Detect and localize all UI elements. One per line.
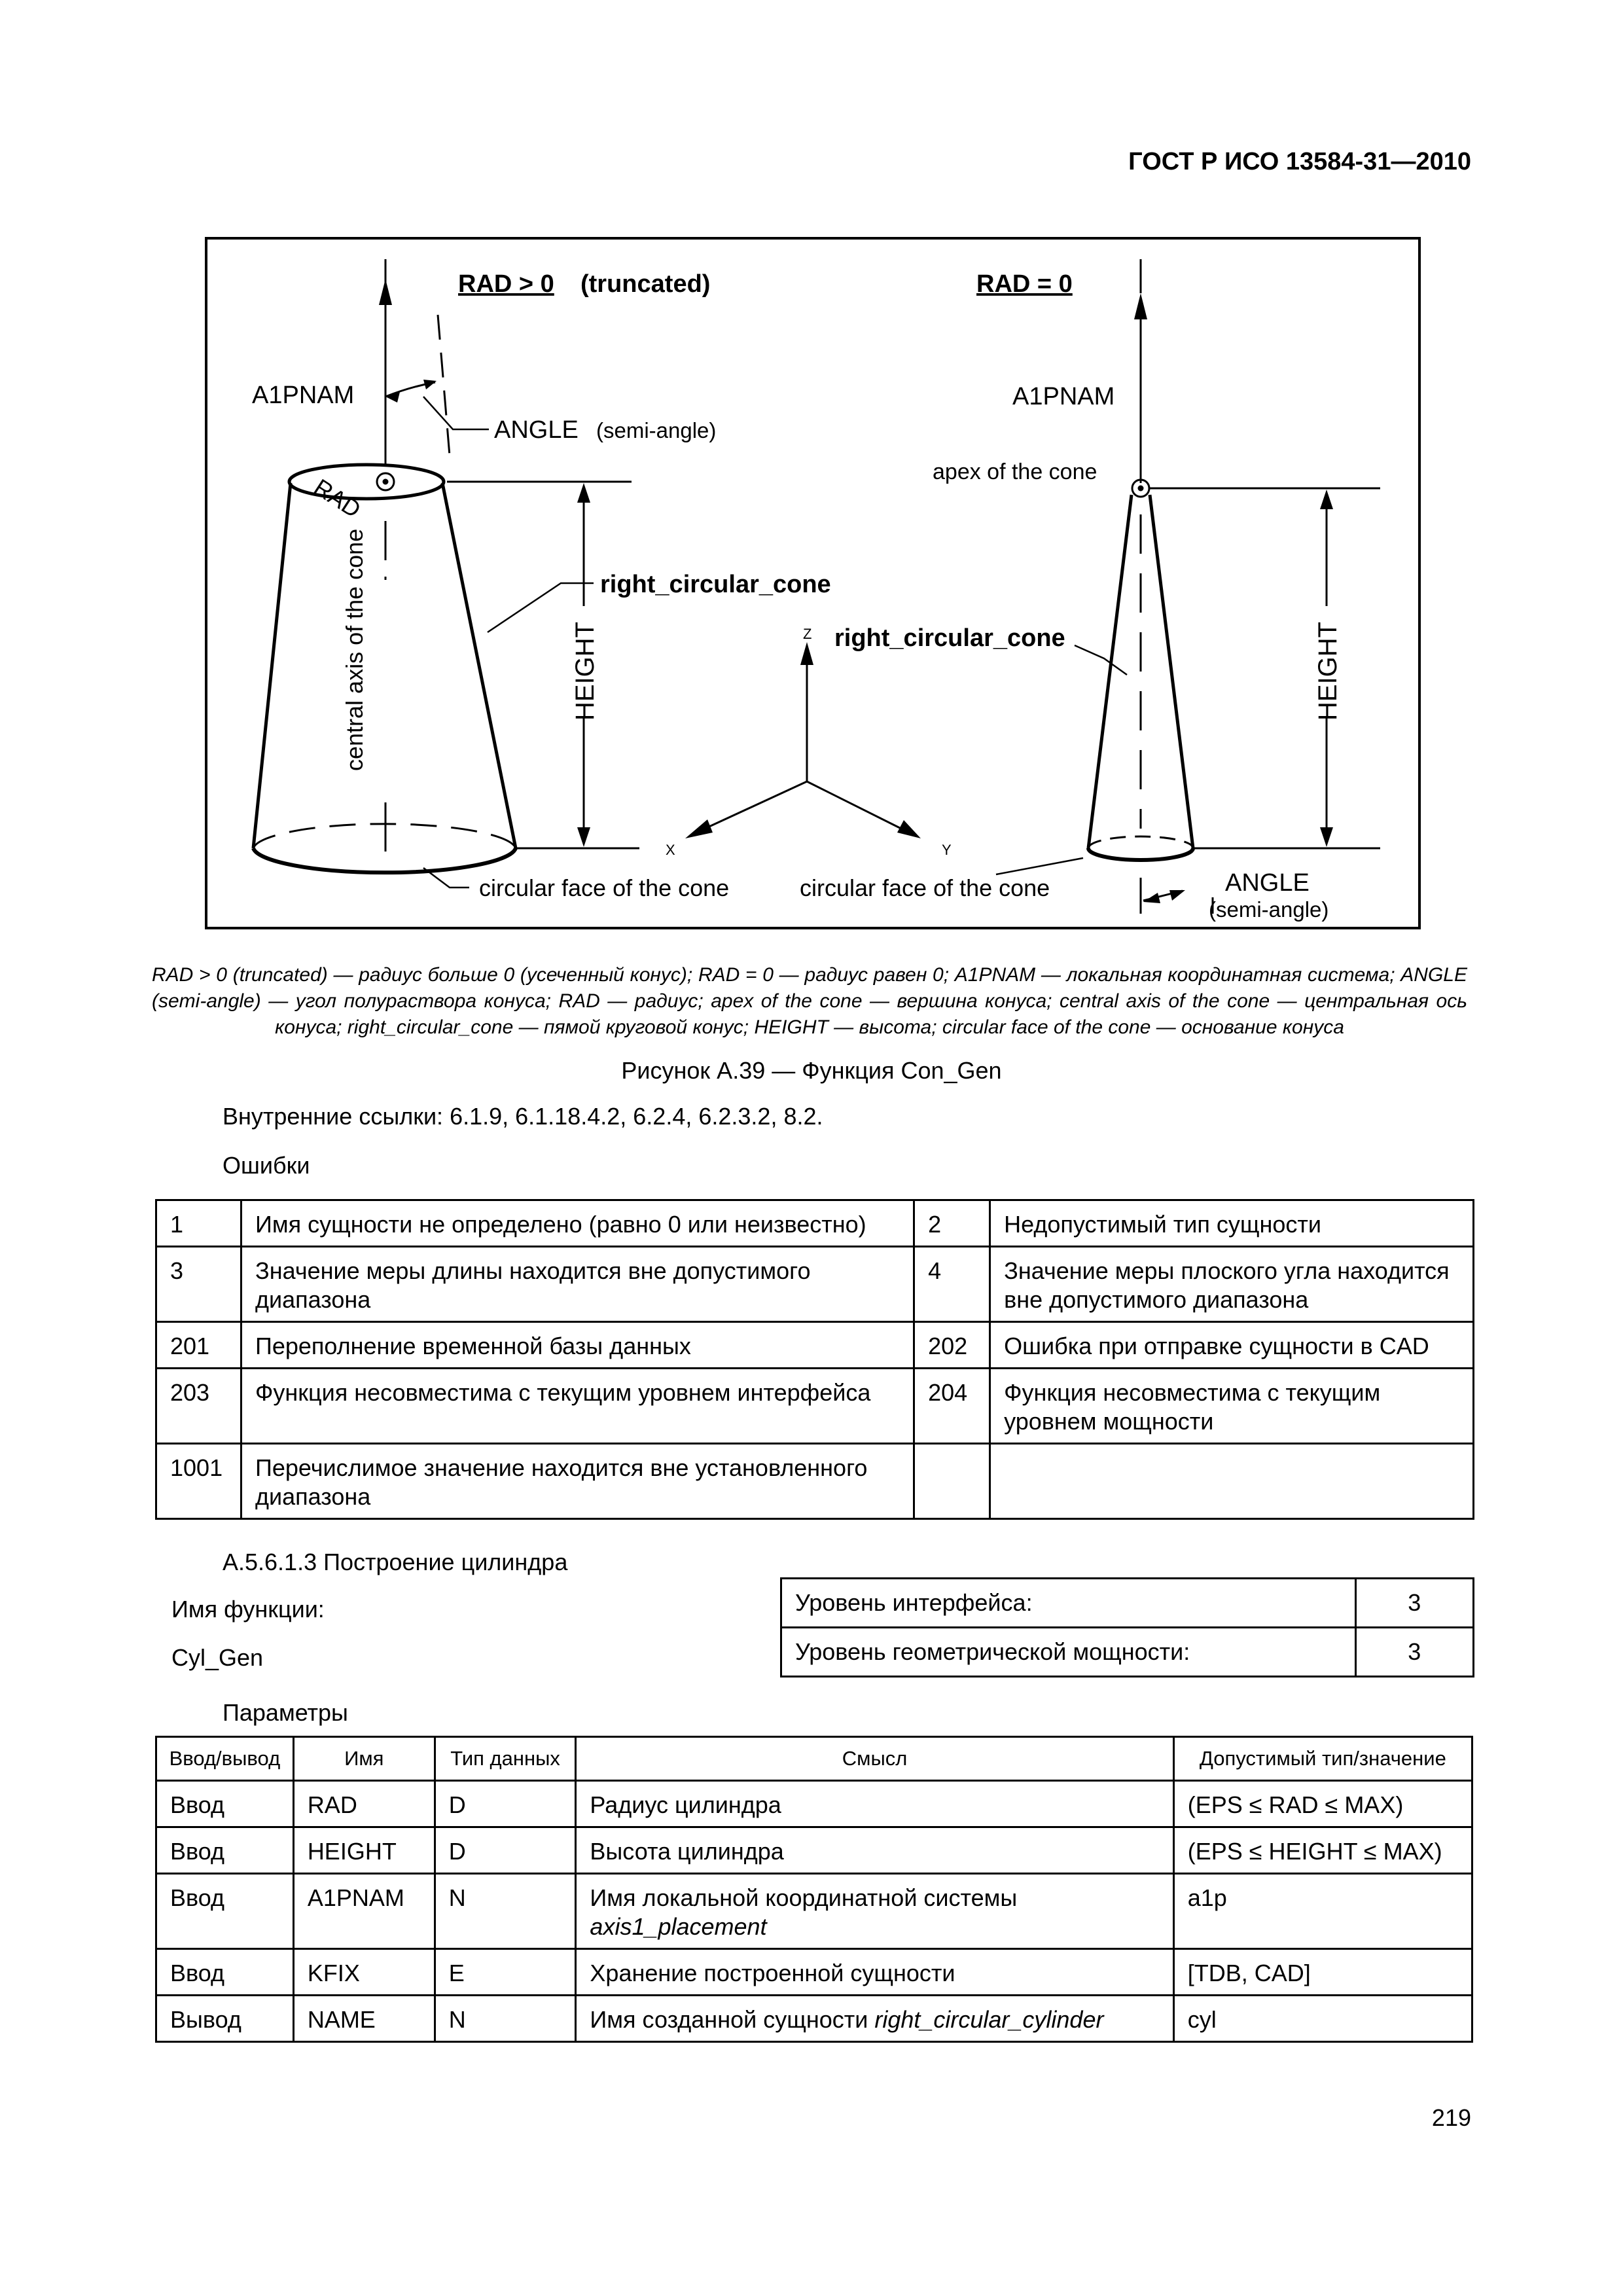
params-title: Параметры <box>223 1699 348 1726</box>
cone-diagram <box>207 240 1423 932</box>
left-title-a: RAD > 0 <box>458 270 554 298</box>
right-angle-label: ANGLE <box>1225 869 1310 897</box>
right-cone-label: right_circular_cone <box>834 624 1065 652</box>
left-title-b: (truncated) <box>580 270 711 298</box>
column-header: Имя <box>293 1737 435 1781</box>
error-text: Функция несовместима с текущим уровнем мощности <box>990 1369 1474 1444</box>
param-name: KFIX <box>293 1949 435 1996</box>
figure-caption: Рисунок А.39 — Функция Con_Gen <box>621 1057 1002 1084</box>
axis-z-label: Z <box>803 626 812 642</box>
figure-legend: RAD > 0 (truncated) — радиус больше 0 (усеченный конус); RAD = 0 — радиус равен 0; A1PNAM — локальная координатная система; ANGLE (semi-angle) — угол полураствора конуса; RAD — радиус; apex of the cone — вершина конуса; central axis of the cone — центральная ось конуса; right_circular_cone — пямой круговой конус; HEIGHT — высота; circular face of the cone — основание конуса <box>152 964 1467 1038</box>
error-code: 3 <box>156 1247 241 1322</box>
right-height-label: HEIGHT <box>1313 621 1342 721</box>
error-code: 4 <box>914 1247 990 1322</box>
table-row <box>156 1874 1472 1949</box>
param-allowed: cyl <box>1173 1996 1472 2042</box>
column-header: Тип данных <box>435 1737 576 1781</box>
error-text: Значение меры длины находится вне допустимого диапазона <box>241 1247 914 1322</box>
error-text: Переполнение временной базы данных <box>241 1322 914 1369</box>
left-semi-angle-label: (semi-angle) <box>596 418 717 442</box>
right-circular-face-label: circular face of the cone <box>800 874 1050 901</box>
param-io: Ввод <box>156 1827 294 1874</box>
error-text: Перечислимое значение находится вне установленного диапазона <box>241 1444 914 1519</box>
axis-x-label: X <box>666 842 675 858</box>
rad-label: RAD <box>309 473 366 524</box>
param-type: D <box>435 1781 576 1827</box>
error-text: Недопустимый тип сущности <box>990 1200 1474 1247</box>
left-bottom-face-front <box>253 848 516 872</box>
param-type: D <box>435 1827 576 1874</box>
param-allowed: [TDB, CAD] <box>1173 1949 1472 1996</box>
error-text: Функция несовместима с текущим уровнем интерфейса <box>241 1369 914 1444</box>
param-meaning: Хранение построенной сущности <box>576 1949 1173 1996</box>
right-semi-angle-label: (semi-angle) <box>1209 897 1329 922</box>
left-cone-side-left <box>253 483 291 848</box>
left-height-label: HEIGHT <box>571 621 599 721</box>
left-circular-face-label: circular face of the cone <box>479 874 730 901</box>
table-row <box>156 1322 1474 1369</box>
level-value: 3 <box>1355 1579 1474 1628</box>
left-axis-arrowhead <box>379 279 392 305</box>
param-io: Вывод <box>156 1996 294 2042</box>
axis-y-label: Y <box>942 842 952 858</box>
right-a1pnam-label: A1PNAM <box>1012 383 1115 410</box>
table-row <box>156 1827 1472 1874</box>
error-text: Имя сущности не определено (равно 0 или неизвестно) <box>241 1200 914 1247</box>
error-code: 2 <box>914 1200 990 1247</box>
param-allowed: (EPS ≤ RAD ≤ MAX) <box>1173 1781 1472 1827</box>
levels-table <box>780 1577 1474 1677</box>
error-text <box>990 1444 1474 1519</box>
right-title: RAD = 0 <box>976 270 1073 298</box>
left-angle-label: ANGLE <box>494 416 579 444</box>
param-name: HEIGHT <box>293 1827 435 1874</box>
table-row <box>781 1628 1474 1677</box>
table-row <box>781 1579 1474 1628</box>
param-io: Ввод <box>156 1949 294 1996</box>
table-row <box>156 1369 1474 1444</box>
level-value: 3 <box>1355 1628 1474 1677</box>
error-code: 202 <box>914 1322 990 1369</box>
document-header: ГОСТ Р ИСО 13584-31—2010 <box>1128 148 1471 175</box>
function-name: Cyl_Gen <box>171 1644 264 1671</box>
semi-angle-line <box>438 315 450 456</box>
left-cone-label: right_circular_cone <box>600 571 831 598</box>
error-code: 204 <box>914 1369 990 1444</box>
table-row <box>156 1949 1472 1996</box>
param-io: Ввод <box>156 1781 294 1827</box>
errors-title: Ошибки <box>223 1152 310 1179</box>
error-code: 1001 <box>156 1444 241 1519</box>
param-meaning: Высота цилиндра <box>576 1827 1173 1874</box>
level-label: Уровень геометрической мощности: <box>781 1628 1356 1677</box>
page-number: 219 <box>1431 2104 1471 2131</box>
error-code <box>914 1444 990 1519</box>
table-row <box>156 1200 1474 1247</box>
apex-label: apex of the cone <box>933 459 1097 484</box>
section-title: А.5.6.1.3 Построение цилиндра <box>223 1549 568 1575</box>
cone-figure <box>205 237 1421 929</box>
param-meaning: Имя локальной координатной системы axis1_placement <box>576 1874 1173 1949</box>
internal-references: Внутренние ссылки: 6.1.9, 6.1.18.4.2, 6.2.4, 6.2.3.2, 8.2. <box>223 1103 823 1130</box>
param-name: A1PNAM <box>293 1874 435 1949</box>
central-axis-label: central axis of the cone <box>341 528 368 771</box>
function-name-label: Имя функции: <box>171 1596 325 1623</box>
column-header: Допустимый тип/значение <box>1173 1737 1472 1781</box>
table-row <box>156 1781 1472 1827</box>
error-text: Ошибка при отправке сущности в CAD <box>990 1322 1474 1369</box>
column-header: Ввод/вывод <box>156 1737 294 1781</box>
left-a1pnam-label: A1PNAM <box>252 382 355 409</box>
param-type: N <box>435 1996 576 2042</box>
left-cone-side-right <box>442 483 516 848</box>
param-type: E <box>435 1949 576 1996</box>
error-code: 203 <box>156 1369 241 1444</box>
error-text: Значение меры плоского угла находится вне допустимого диапазона <box>990 1247 1474 1322</box>
table-row <box>156 1996 1472 2042</box>
error-code: 1 <box>156 1200 241 1247</box>
param-name: NAME <box>293 1996 435 2042</box>
param-type: N <box>435 1874 576 1949</box>
error-code: 201 <box>156 1322 241 1369</box>
param-name: RAD <box>293 1781 435 1827</box>
column-header: Смысл <box>576 1737 1173 1781</box>
param-meaning: Радиус цилиндра <box>576 1781 1173 1827</box>
param-meaning: Имя созданной сущности right_circular_cylinder <box>576 1996 1173 2042</box>
param-allowed: a1p <box>1173 1874 1472 1949</box>
table-header-row <box>156 1737 1472 1781</box>
table-row <box>156 1444 1474 1519</box>
param-io: Ввод <box>156 1874 294 1949</box>
errors-table <box>155 1199 1474 1520</box>
table-row <box>156 1247 1474 1322</box>
right-cone-side-right <box>1150 495 1193 848</box>
param-allowed: (EPS ≤ HEIGHT ≤ MAX) <box>1173 1827 1472 1874</box>
level-label: Уровень интерфейса: <box>781 1579 1356 1628</box>
right-cone-side-left <box>1088 495 1132 848</box>
params-table <box>155 1736 1473 2043</box>
